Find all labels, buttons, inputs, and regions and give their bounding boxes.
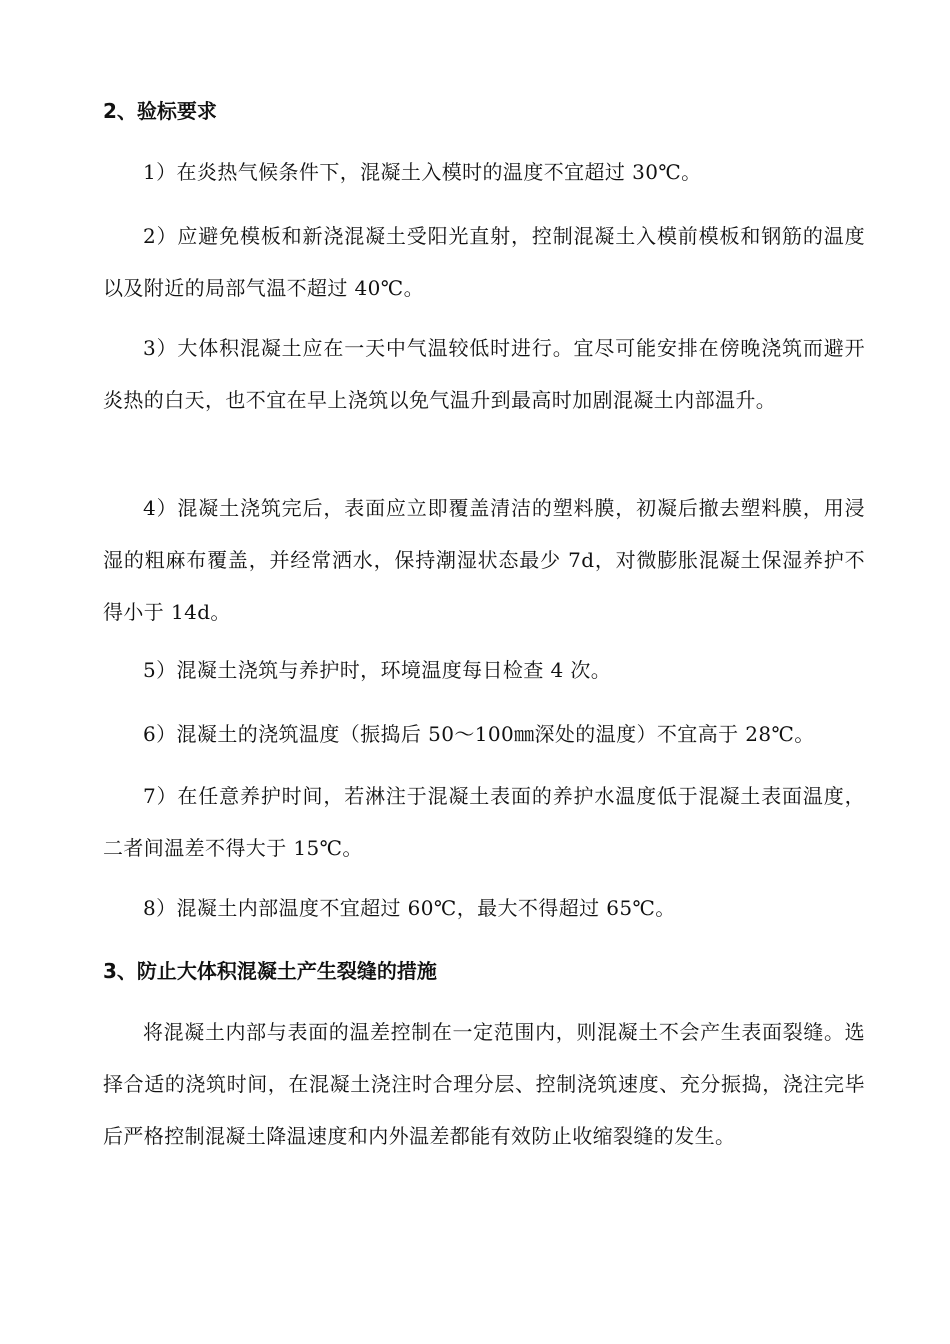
section-3-body: 将混凝土内部与表面的温差控制在一定范围内，则混凝土不会产生表面裂缝。选择合适的浇筑时间，在混凝土浇注时合理分层、控制浇筑速度、充分振捣，浇注完毕后严格控制混凝土降温速度和内外温差都能有效防止收缩裂缝的发生。 [103,1020,865,1148]
requirement-item-3: 3）大体积混凝土应在一天中气温较低时进行。宜尽可能安排在傍晚浇筑而避开炎热的白天，也不宜在早上浇筑以免气温升到最高时加剧混凝土内部温升。 [103,336,865,412]
requirement-item-2: 2）应避免模板和新浇混凝土受阳光直射，控制混凝土入模前模板和钢筋的温度以及附近的局部气温不超过 40℃。 [103,224,865,300]
section-2-heading: 2、验标要求 [103,99,217,123]
requirement-item-7: 7）在任意养护时间，若淋注于混凝土表面的养护水温度低于混凝土表面温度，二者间温差不得大于 15℃。 [103,784,865,860]
requirement-item-5: 5）混凝土浇筑与养护时，环境温度每日检查 4 次。 [143,658,612,682]
section-3-heading: 3、防止大体积混凝土产生裂缝的措施 [103,959,437,983]
requirement-item-1: 1）在炎热气候条件下，混凝土入模时的温度不宜超过 30℃。 [143,160,702,184]
requirement-item-4: 4）混凝土浇筑完后，表面应立即覆盖清洁的塑料膜，初凝后撤去塑料膜，用浸湿的粗麻布覆盖，并经常洒水，保持潮湿状态最少 7d，对微膨胀混凝土保湿养护不得小于 14d。 [103,496,865,624]
requirement-item-8: 8）混凝土内部温度不宜超过 60℃，最大不得超过 65℃。 [143,896,676,920]
requirement-item-6: 6）混凝土的浇筑温度（振捣后 50～100㎜深处的温度）不宜高于 28℃。 [143,722,815,746]
